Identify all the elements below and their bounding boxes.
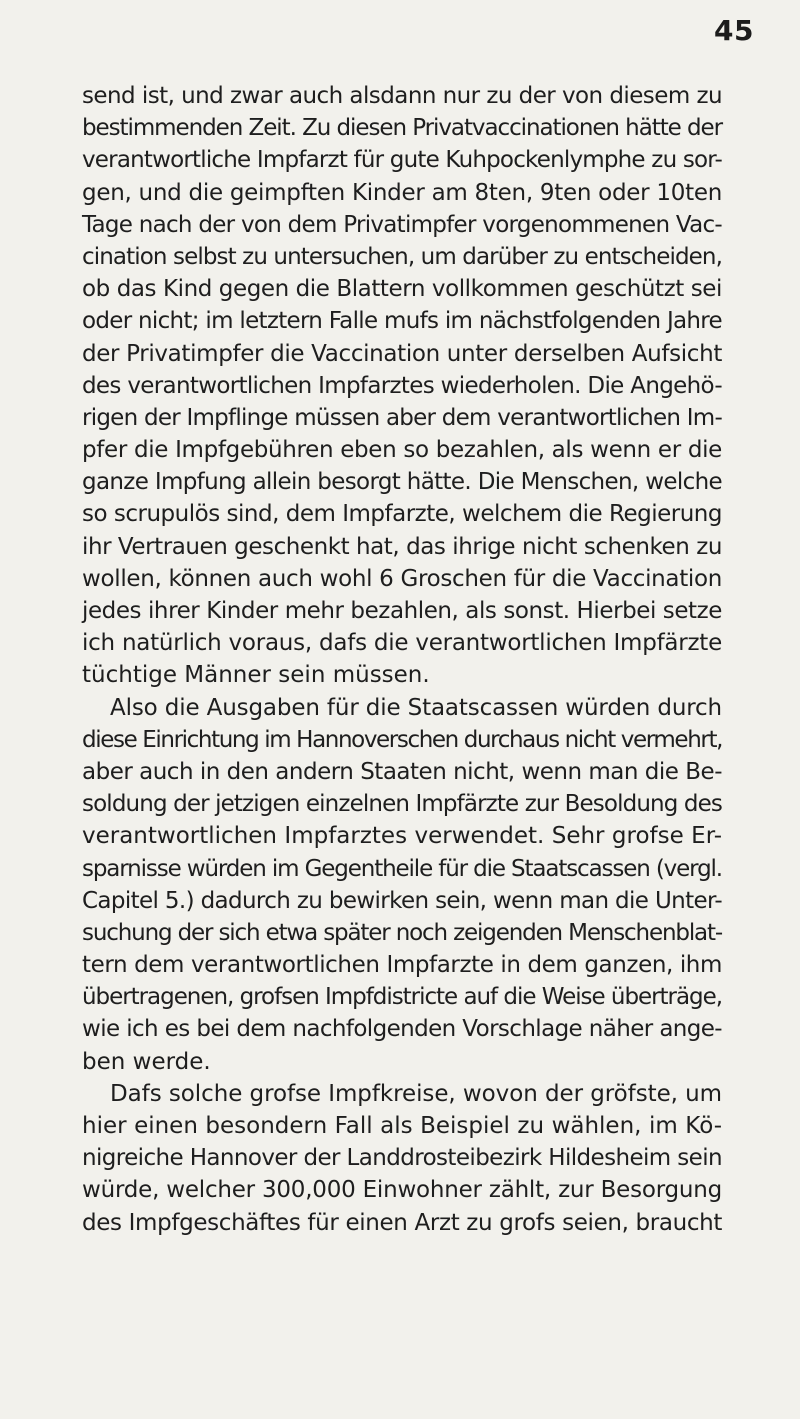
text-line: rigen der Impflinge müssen aber dem verantwortlichen Im- bbox=[82, 404, 722, 431]
text-line: ganze Impfung allein besorgt hätte. Die Menschen, welche bbox=[82, 469, 722, 496]
text-line: übertragenen, grofsen Impfdistricte auf die Weise überträge, bbox=[82, 984, 722, 1011]
text-line: verantwortliche Impfarzt für gute Kuhpockenlymphe zu sor- bbox=[82, 147, 722, 174]
text-line: Also die Ausgaben für die Staatscassen würden durch bbox=[110, 694, 722, 721]
text-line: oder nicht; im letztern Falle mufs im nächstfolgenden Jahre bbox=[82, 308, 722, 335]
text-line: des Impfgeschäftes für einen Arzt zu grofs seien, braucht bbox=[82, 1209, 722, 1236]
text-line: send ist, und zwar auch alsdann nur zu der von diesem zu bbox=[82, 83, 722, 109]
paragraph bbox=[82, 80, 722, 692]
text-line: gen, und die geimpften Kinder am 8ten, 9ten oder 10ten bbox=[82, 179, 722, 206]
text-line: bestimmenden Zeit. Zu diesen Privatvaccinationen hätte der bbox=[82, 115, 722, 142]
text-line: soldung der jetzigen einzelnen Impfärzte zur Besoldung des bbox=[82, 791, 722, 818]
body-text bbox=[82, 80, 722, 1239]
text-line: hier einen besondern Fall als Beispiel zu wählen, im Kö- bbox=[82, 1113, 722, 1139]
text-line: ihr Vertrauen geschenkt hat, das ihrige nicht schenken zu bbox=[82, 533, 722, 560]
text-line: so scrupulös sind, dem Impfarzte, welchem die Regierung bbox=[82, 501, 722, 528]
text-line: diese Einrichtung im Hannoverschen durchaus nicht vermehrt, bbox=[82, 726, 723, 753]
paragraph bbox=[82, 692, 722, 1078]
text-line: verantwortlichen Impfarztes verwendet. Sehr grofse Er- bbox=[82, 823, 722, 850]
text-line: nigreiche Hannover der Landdrosteibezirk Hildesheim sein bbox=[82, 1145, 722, 1172]
text-line: ob das Kind gegen die Blattern vollkommen geschützt sei bbox=[82, 276, 722, 303]
text-line: wie ich es bei dem nachfolgenden Vorschlage näher ange- bbox=[82, 1016, 722, 1043]
text-line: aber auch in den andern Staaten nicht, wenn man die Be- bbox=[82, 758, 722, 785]
paragraph bbox=[82, 1078, 722, 1239]
text-line: suchung der sich etwa später noch zeigenden Menschenblat- bbox=[82, 919, 722, 946]
text-line: pfer die Impfgebühren eben so bezahlen, als wenn er die bbox=[82, 437, 722, 464]
text-line: der Privatimpfer die Vaccination unter derselben Aufsicht bbox=[82, 340, 722, 367]
text-line: Tage nach der von dem Privatimpfer vorgenommenen Vac- bbox=[82, 211, 722, 238]
text-line: sparnisse würden im Gegentheile für die Staatscassen (vergl. bbox=[82, 855, 722, 882]
page-number: 45 bbox=[714, 14, 754, 47]
text-line: würde, welcher 300,000 Einwohner zählt, zur Besorgung bbox=[82, 1177, 722, 1204]
text-line: Capitel 5.) dadurch zu bewirken sein, wenn man die Unter- bbox=[82, 887, 722, 914]
text-line: cination selbst zu untersuchen, um darüber zu entscheiden, bbox=[82, 243, 722, 270]
text-line: jedes ihrer Kinder mehr bezahlen, als sonst. Hierbei setze bbox=[82, 598, 722, 624]
text-line: wollen, können auch wohl 6 Groschen für die Vaccination bbox=[82, 565, 722, 592]
text-line: tüchtige Männer sein müssen. bbox=[82, 662, 430, 689]
text-line: des verantwortlichen Impfarztes wiederholen. Die Angehö- bbox=[82, 372, 722, 399]
text-line: ben werde. bbox=[82, 1048, 211, 1075]
text-line: tern dem verantwortlichen Impfarzte in dem ganzen, ihm bbox=[82, 952, 722, 979]
text-line: ich natürlich voraus, dafs die verantwortlichen Impfärzte bbox=[82, 630, 722, 657]
text-line: Dafs solche grofse Impfkreise, wovon der gröfste, um bbox=[110, 1080, 722, 1107]
